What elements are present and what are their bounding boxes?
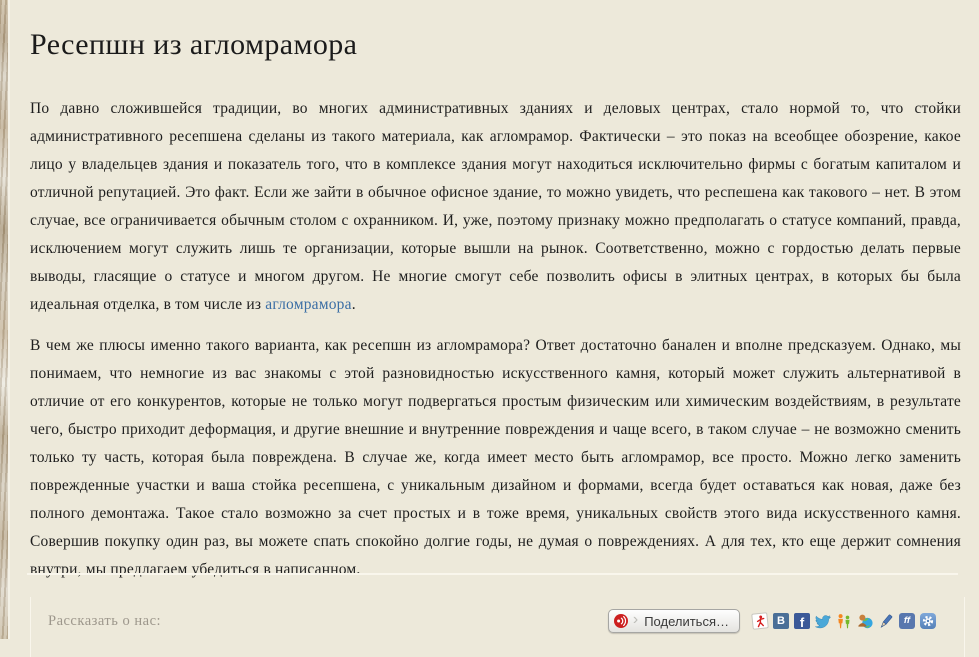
paragraph-1-text: По давно сложившейся традиции, во многих административных зданиях и деловых центрах, стало нормой то, что стойки административного ресепшена сделаны из такого материала, как агломрамор. Фактически – это показ на всеобщее обозрение, какое лицо у владельцев здания и показатель того, что в комплексе здания могут находиться исключительно фирмы с богатым капиталом и отличной репутацией. Это факт. Если же зайти в обычное офисное здание, то можно увидеть, что респешена как такового – нет. В этом случае, все ограничивается обычным столом с охранником. И, уже, поэтому признаку можно предполагать о статусе компаний, правда, исключением могут служить лишь те организации, которые вышли на рынок. Соответственно, можно с гордостью делать первые выводы, гласящие о статусе и многом другом. Не многие смогут себе позволить офисы в элитных центрах, в которых бы была идеальная отделка, в том числе из xyxy=(30,99,961,313)
aglomarble-link[interactable]: агломрамора xyxy=(265,295,352,313)
page-background-texture xyxy=(0,0,10,639)
broadcast-icon xyxy=(613,613,629,629)
livejournal-pencil-icon[interactable] xyxy=(878,613,894,629)
share-section xyxy=(30,597,965,657)
article-title: Ресепшн из агломрамора xyxy=(30,28,358,61)
facebook-icon[interactable]: f xyxy=(794,613,810,629)
share-button-label: Поделиться… xyxy=(644,613,729,629)
friendfeed-icon[interactable]: ff xyxy=(899,613,915,629)
chevron-right-icon: › xyxy=(632,611,639,628)
share-row xyxy=(608,609,936,633)
odnoklassniki-moikrug-icon[interactable] xyxy=(836,613,852,629)
footer-divider xyxy=(27,573,958,575)
more-services-gear-icon[interactable] xyxy=(920,613,936,629)
moy-mir-icon[interactable] xyxy=(857,613,873,629)
share-label: Рассказать о нас: xyxy=(48,613,162,629)
yaru-icon[interactable] xyxy=(751,612,769,630)
vkontakte-icon[interactable]: В xyxy=(773,613,789,629)
article-paragraph-1 xyxy=(30,95,961,319)
paragraph-1-period: . xyxy=(351,295,356,313)
twitter-icon[interactable] xyxy=(815,613,831,629)
article-body xyxy=(30,95,961,584)
share-button[interactable] xyxy=(608,609,740,633)
article-paragraph-2: В чем же плюсы именно такого варианта, как ресепшн из агломрамора? Ответ достаточно банален и вполне предсказуем. Однако, мы понимаем, что немногие из вас знакомы с этой разновидностью искусственного камня, который может служить альтернативой в отличие от его конкурентов, которые не только могут подвергаться простым физическим или химическим воздействиям, в результате чего, быстро приходит деформация, и другие внешние и внутренние повреждения и чаще всего, в таком случае – не возможно сменить только ту часть, которая была повреждена. В случае же, когда имеет место быть агломрамор, все просто. Можно легко заменить поврежденные участки и ваша стойка ресепшена, с уникальным дизайном и формами, всегда будет оставаться как новая, даже без полного демонтажа. Такое стало возможно за счет простых и в тоже время, уникальных свойств этого вида искусственного камня. Совершив покупку один раз, вы можете спать спокойно долгие годы, не думая о повреждениях. А для тех, кто еще держит сомнения внутри, мы предлагаем убедиться в написанном. xyxy=(30,336,961,578)
article-page xyxy=(12,0,979,584)
